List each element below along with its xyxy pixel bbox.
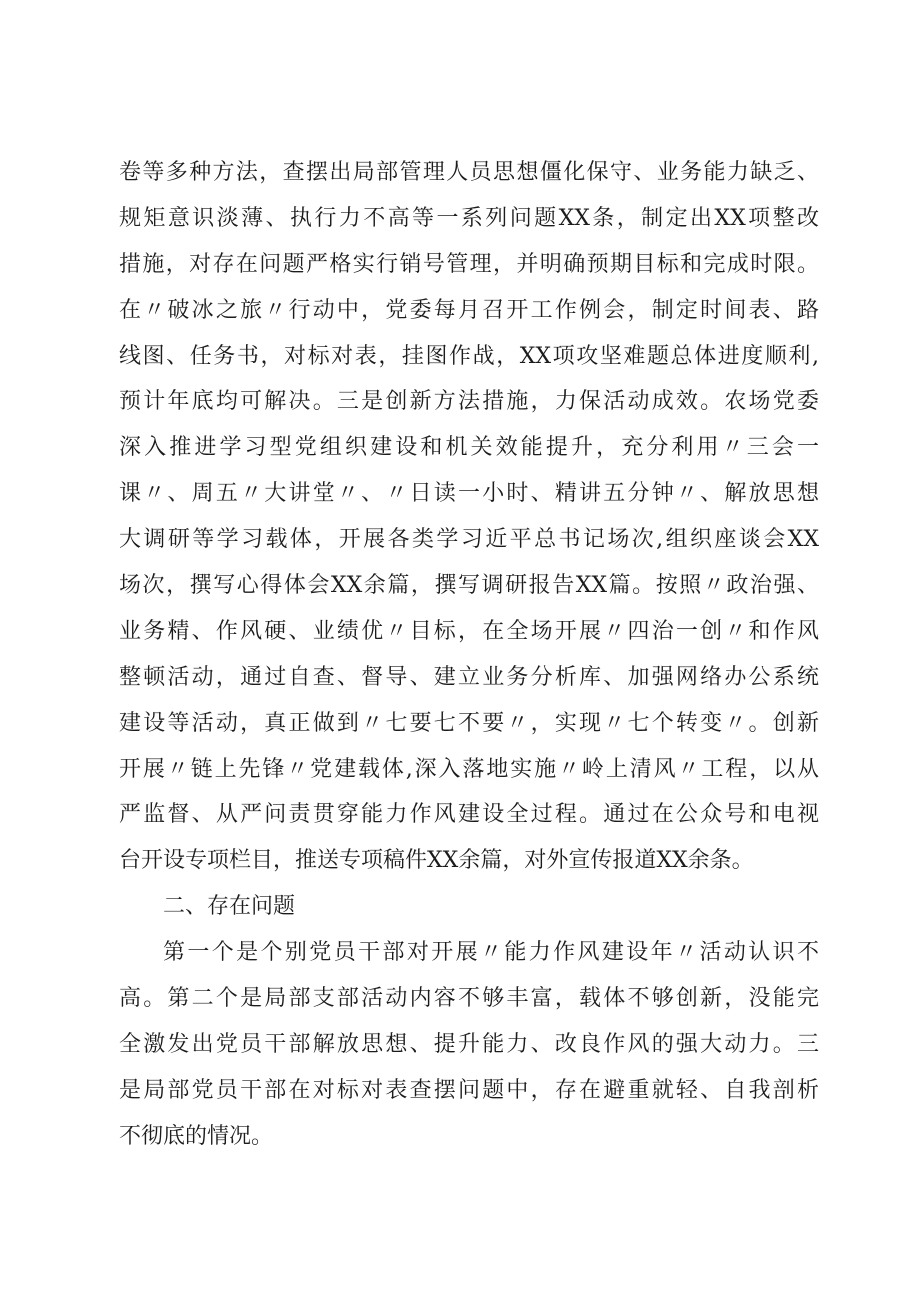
text-line: 在〃破冰之旅〃行动中，党委每月召开工作例会，制定时间表、路 xyxy=(119,297,819,323)
text-line: 大调研等学习载体，开展各类学习近平总书记场次,组织座谈会XX xyxy=(119,527,819,553)
text-line: 高。第二个是局部支部活动内容不够丰富，载体不够创新，没能完 xyxy=(119,986,819,1012)
text-line: 整顿活动，通过自查、督导、建立业务分析库、加强网络办公系统 xyxy=(119,664,819,690)
text-line: 场次，撰写心得体会XX余篇，撰写调研报告XX篇。按照〃政治强、 xyxy=(119,573,819,599)
text-line: 线图、任务书，对标对表，挂图作战，XX项攻坚难题总体进度顺利, xyxy=(119,343,819,369)
text-line: 第一个是个别党员干部对开展〃能力作风建设年〃活动认识不 xyxy=(163,940,819,966)
text-line: 业务精、作风硬、业绩优〃目标，在全场开展〃四治一创〃和作风 xyxy=(119,618,819,644)
section-heading: 二、存在问题 xyxy=(163,894,296,920)
text-line: 不彻底的情况。 xyxy=(119,1123,274,1149)
text-line: 预计年底均可解决。三是创新方法措施，力保活动成效。农场党委 xyxy=(119,389,819,415)
text-line: 措施，对存在问题严格实行销号管理，并明确预期目标和完成时限。 xyxy=(119,251,819,277)
text-line: 台开设专项栏目，推送专项稿件XX余篇，对外宣传报道XX余条。 xyxy=(119,848,754,874)
paragraph-continued xyxy=(119,150,819,884)
text-line: 严监督、从严问责贯穿能力作风建设全过程。通过在公众号和电视 xyxy=(119,802,819,828)
text-line: 课〃、周五〃大讲堂〃、〃日读一小时、精讲五分钟〃、解放思想 xyxy=(119,481,819,507)
text-line: 建设等活动，真正做到〃七要七不要〃，实现〃七个转变〃。创新 xyxy=(119,710,819,736)
document-body xyxy=(119,150,819,1160)
text-line: 规矩意识淡薄、执行力不高等一系列问题XX条，制定出XX项整改 xyxy=(119,205,819,231)
text-line: 是局部党员干部在对标对表查摆问题中，存在避重就轻、自我剖析 xyxy=(119,1077,819,1103)
text-line: 全激发出党员干部解放思想、提升能力、改良作风的强大动力。三 xyxy=(119,1031,819,1057)
text-line: 卷等多种方法，查摆出局部管理人员思想僵化保守、业务能力缺乏、 xyxy=(119,160,819,185)
text-line: 开展〃链上先锋〃党建载体,深入落地实施〃岭上清风〃工程，以从 xyxy=(119,756,819,782)
paragraph-problems xyxy=(119,930,819,1159)
text-line: 深入推进学习型党组织建设和机关效能提升，充分利用〃三会一 xyxy=(119,435,819,461)
